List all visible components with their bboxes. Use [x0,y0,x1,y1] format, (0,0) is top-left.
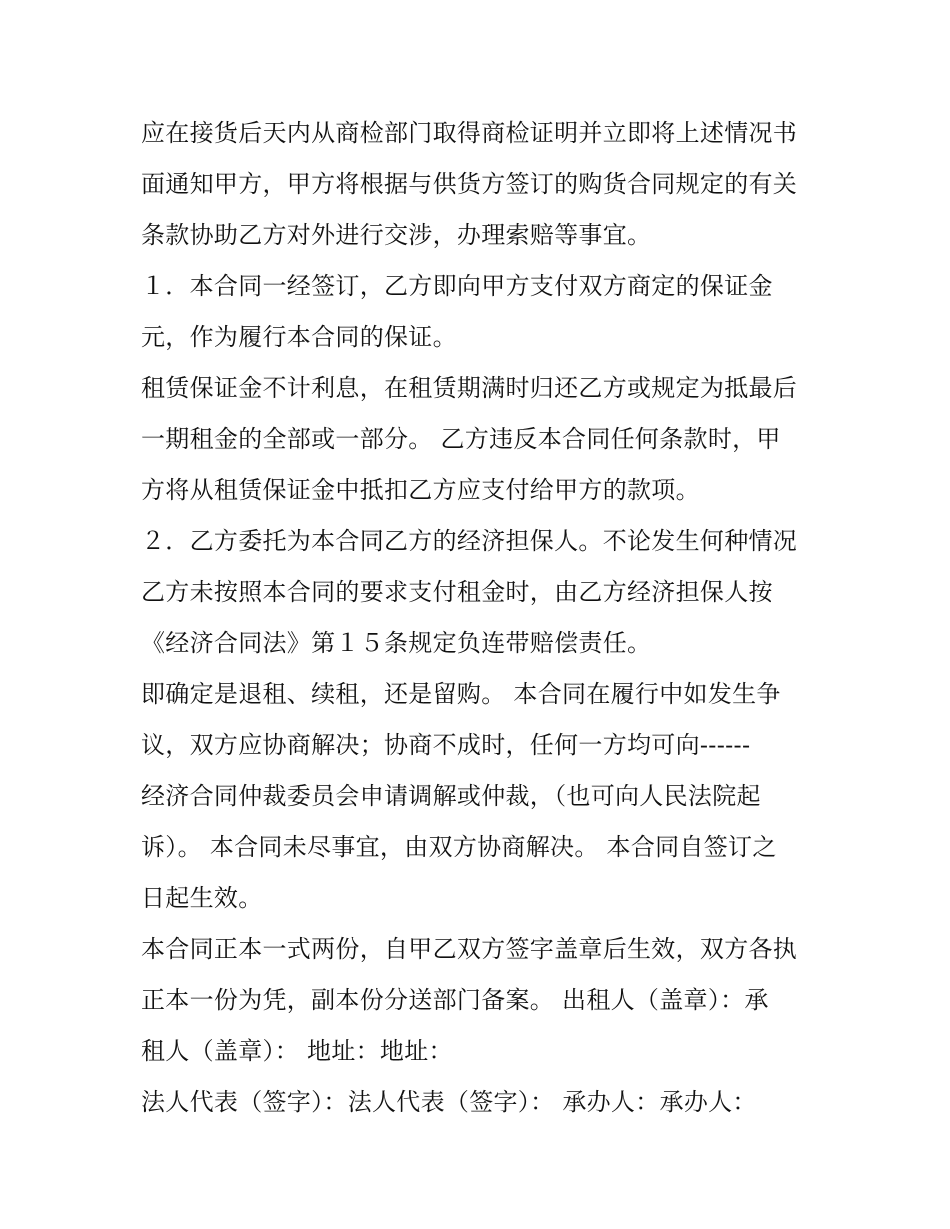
dispute-line-3: 经济合同仲裁委员会申请调解或仲裁，（也可向人民法院起 [141,782,761,810]
dispute-line-4: 诉）。 本合同未尽事宜，由双方协商解决。 本合同自签订之 [141,833,777,861]
clause-2-line-1: ２．乙方委托为本合同乙方的经济担保人。不论发生何种情况 [141,527,798,555]
copies-line-3: 租人（盖章）： 地址：地址： [141,1037,453,1065]
deposit-line-2: 一期租金的全部或一部分。 乙方违反本合同任何条款时，甲 [141,425,781,453]
copies-line-1: 本合同正本一式两份，自甲乙双方签字盖章后生效，双方各执 [141,935,798,963]
deposit-line-1: 租赁保证金不计利息，在租赁期满时归还乙方或规定为抵最后 [141,374,798,402]
dispute-line-1: 即确定是退租、续租，还是留购。 本合同在履行中如发生争 [141,680,781,708]
dispute-line-5: 日起生效。 [141,884,263,912]
signature-line: 法人代表（签字）：法人代表（签字）： 承办人：承办人： [141,1088,757,1116]
text-line-2: 面通知甲方，甲方将根据与供货方签订的购货合同规定的有关 [141,170,798,198]
clause-2-line-3: 《经济合同法》第１５条规定负连带赔偿责任。 [141,629,652,657]
clause-1-line-2: 元，作为履行本合同的保证。 [141,323,457,351]
dispute-line-2: 议，双方应协商解决；协商不成时，任何一方均可向------ [141,731,751,759]
clause-2-line-2: 乙方未按照本合同的要求支付租金时，由乙方经济担保人按 [141,578,773,606]
text-line-1: 应在接货后天内从商检部门取得商检证明并立即将上述情况书 [141,119,798,147]
contract-body [141,108,821,1128]
text-line-3: 条款协助乙方对外进行交涉，办理索赔等事宜。 [141,221,652,249]
deposit-line-3: 方将从租赁保证金中抵扣乙方应支付给甲方的款项。 [141,476,700,504]
clause-1-line-1: １．本合同一经签订，乙方即向甲方支付双方商定的保证金 [141,272,773,300]
copies-line-2: 正本一份为凭，副本份分送部门备案。 出租人（盖章）：承 [141,986,769,1014]
